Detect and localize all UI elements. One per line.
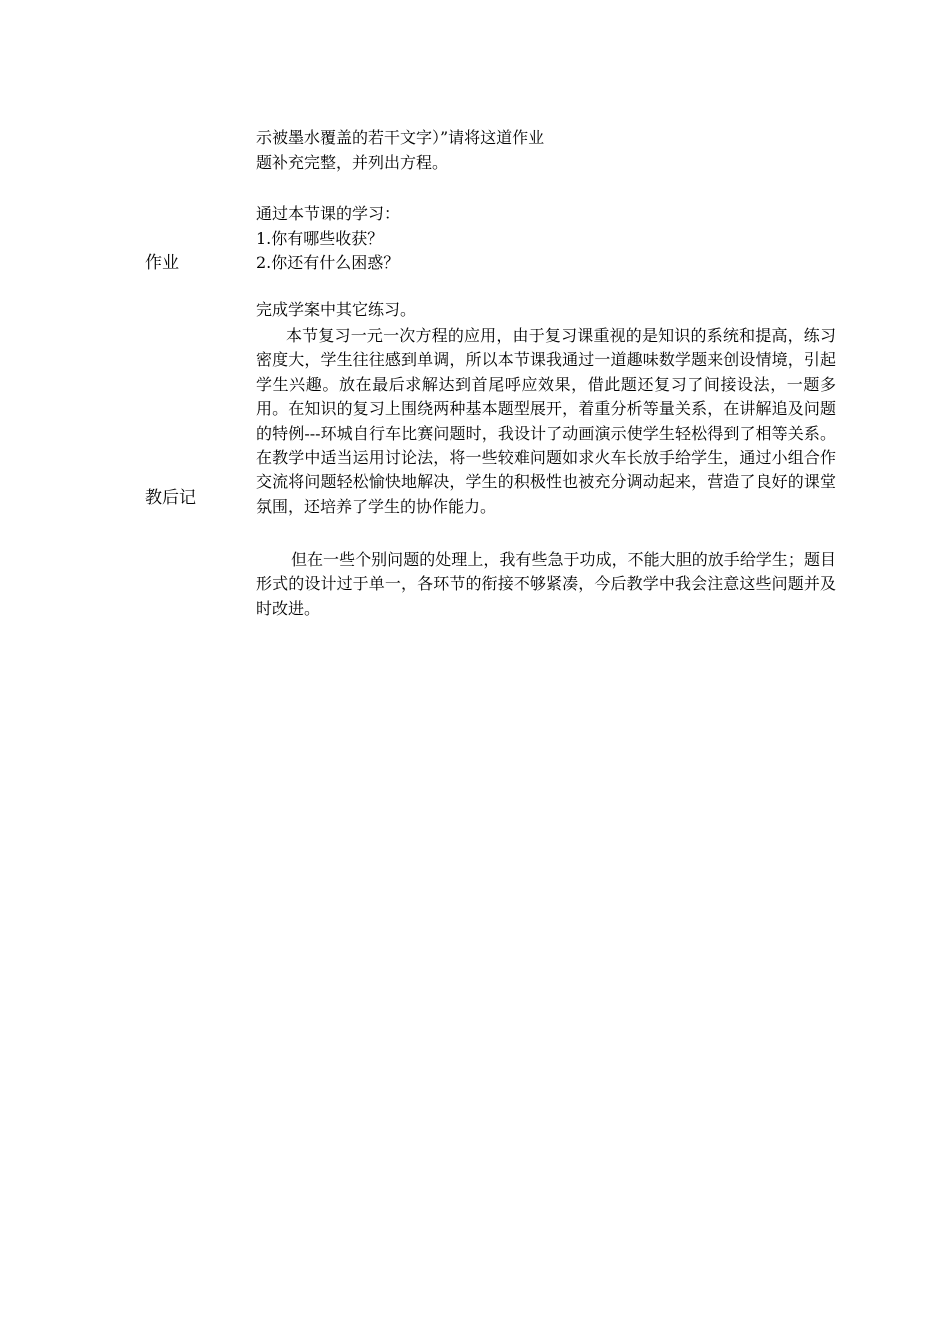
assignment-text: 完成学案中其它练习。 bbox=[256, 300, 417, 319]
homework-label: 作业 bbox=[145, 253, 179, 273]
postscript-label: 教后记 bbox=[145, 488, 196, 508]
reflection-intro: 通过本节课的学习： bbox=[256, 204, 401, 223]
postscript-paragraph-2: 但在一些个别问题的处理上，我有些急于功成，不能大胆的放手给学生；题目形式的设计过于单一，各环节的衔接不够紧凑，今后教学中我会注意这些问题并及时改进。 bbox=[256, 550, 836, 618]
reflection-question-1: 1.你有哪些收获？ bbox=[256, 229, 384, 248]
postscript-paragraph-1: 本节复习一元一次方程的应用，由于复习课重视的是知识的系统和提高，练习密度大，学生往往感到单调，所以本节课我通过一道趣味数学题来创设情境，引起学生兴趣。放在最后求解达到首尾呼应效果，借此题还复习了间接设法，一题多用。在知识的复习上围绕两种基本题型展开，着重分析等量关系，在讲解追及问题的特例---环城自行车比赛问题时，我设计了动画演示使学生轻松得到了相等关系。在教学中适当运用讨论法，将一些较难问题如求火车长放手给学生，通过小组合作交流将问题轻松愉快地解决，学生的积极性也被充分调动起来，营造了良好的课堂氛围，还培养了学生的协作能力。 bbox=[256, 326, 836, 516]
task-line-1: 示被墨水覆盖的若干文字）”请将这道作业 bbox=[256, 128, 545, 147]
reflection-question-2: 2.你还有什么困惑？ bbox=[256, 253, 400, 272]
task-line-2: 题补充完整，并列出方程。 bbox=[256, 153, 449, 172]
